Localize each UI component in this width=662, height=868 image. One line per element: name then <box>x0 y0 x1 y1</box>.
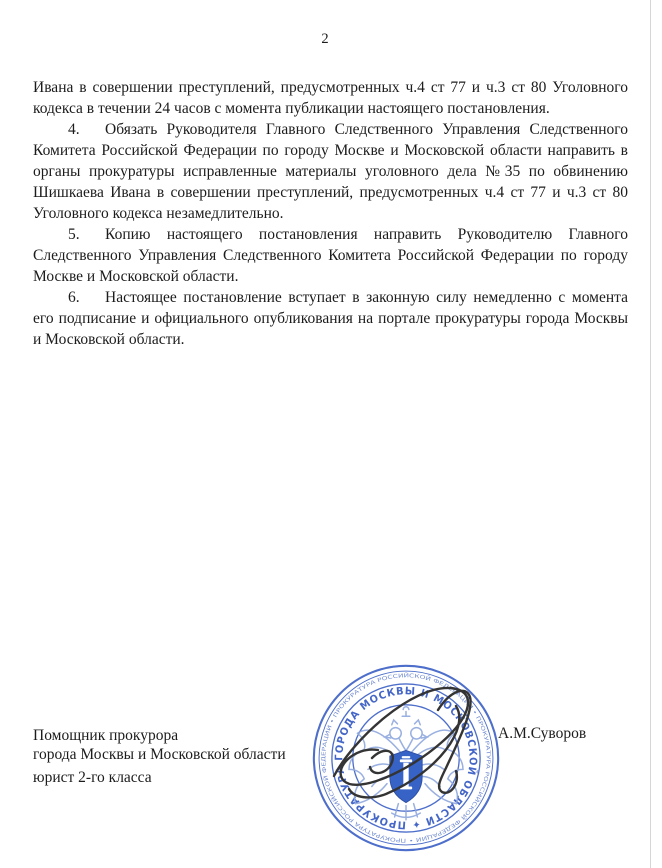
stamp-ring-text: ПРОКУРАТУРА ГОРОДА МОСКВЫ И МОСКОВСКОЙ ОБЛАСТИ ✦ <box>333 685 479 831</box>
item-number: 4. <box>68 121 80 138</box>
stamp-outer-ring-text: ПРОКУРАТУРА РОССИЙСКОЙ ФЕДЕРАЦИИ • ПРОКУРАТУРА РОССИЙСКОЙ ФЕДЕРАЦИИ • ПРОКУРАТУРА РОССИЙСКОЙ ФЕДЕРАЦИИ • <box>321 673 491 843</box>
signer-position-line2: города Москвы и Московской области <box>33 745 286 763</box>
signer-name: А.М.Суворов <box>498 725 587 742</box>
paragraph-item-5 <box>33 224 628 287</box>
item-number: 5. <box>68 226 80 243</box>
page-number: 2 <box>321 31 329 47</box>
paragraph-item-6 <box>33 287 628 350</box>
paragraph-text: Настоящее постановление вступает в законную силу немедленно с момента его подписание и официального опубликования на портале прокуратуры города Москвы и Московской области. <box>33 289 628 348</box>
paragraph-item-4 <box>33 119 628 224</box>
paragraph-text: Копию настоящего постановления направить Руководителю Главного Следственного Управления Следственного Комитета Российской Федерации по городу Москве и Московской области. <box>33 226 628 285</box>
paragraph-continuation <box>33 77 628 119</box>
paragraph-text: Ивана в совершении преступлений, предусмотренных ч.4 ст 77 и ч.3 ст 80 Уголовного кодекса в течении 24 часов с момента публикации настоящего постановления. <box>33 79 628 117</box>
item-number: 6. <box>68 289 80 306</box>
signature-block <box>33 727 286 788</box>
handwritten-signature <box>318 676 514 810</box>
page-edge-line <box>650 0 651 868</box>
paragraph-text: Обязать Руководителя Главного Следственного Управления Следственного Комитета Российской Федерации по городу Москве и Московской области направить в органы прокуратуры исправленные материалы уголовного дела №35 по обвинению Шишкаева Ивана в совершении преступлений, предусмотренных ч.4 ст 77 и ч.3 ст 80 Уголовного кодекса незамедлительно. <box>33 121 628 222</box>
signer-rank: юрист 2-го класса <box>33 769 152 786</box>
signer-position-line1: Помощник прокурора <box>33 727 179 744</box>
document-body <box>33 77 628 350</box>
